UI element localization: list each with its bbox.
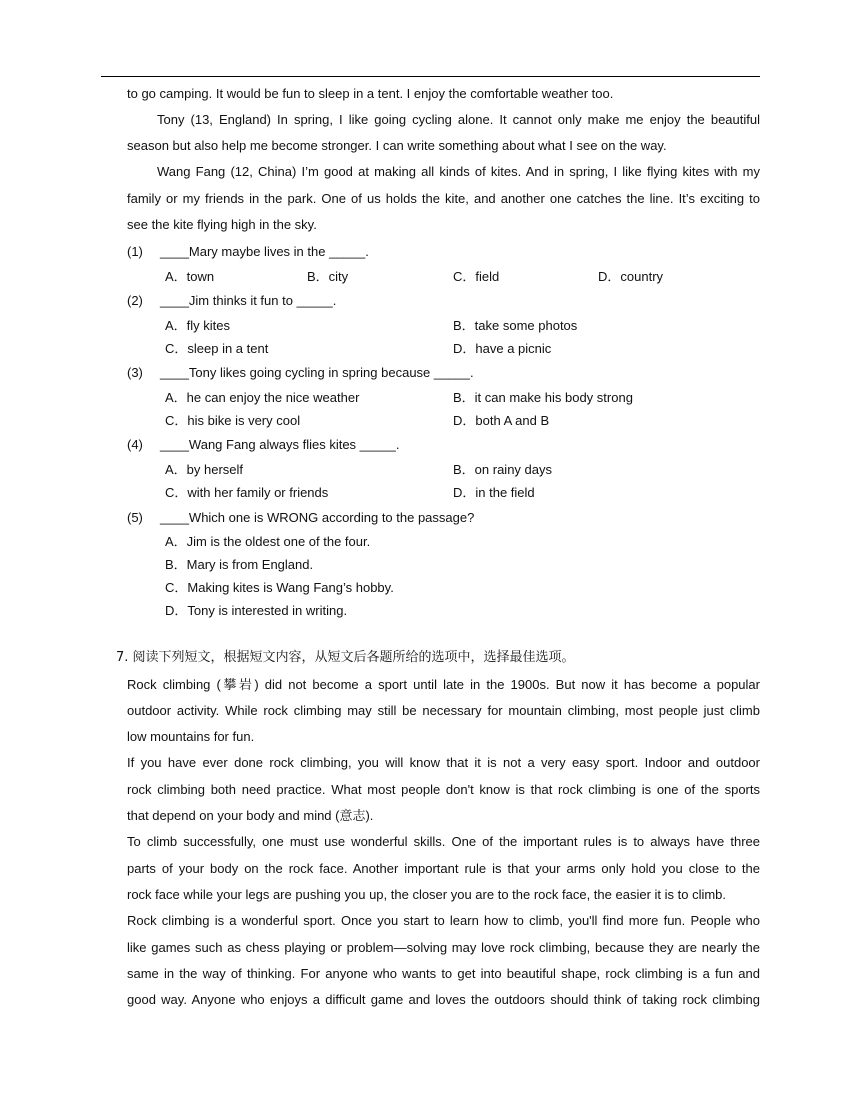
passage-line: that depend on your body and mind (意志). bbox=[127, 808, 374, 823]
passage-line: rock climbing both need practice. What most people don't know is that rock climbing is one of the sports bbox=[127, 782, 760, 797]
option-d: D．in the field bbox=[453, 485, 535, 500]
passage-line: low mountains for fun. bbox=[127, 729, 255, 744]
question-text: ____Jim thinks it fun to _____. bbox=[160, 293, 337, 308]
option-d: D．both A and B bbox=[453, 413, 550, 428]
passage-line: good way. Anyone who enjoys a difficult game and loves the outdoors should think of taking rock climbing bbox=[127, 992, 760, 1007]
passage-line: rock face while your legs are pushing you up, the closer you are to the rock face, the easier it is to climb. bbox=[127, 887, 727, 902]
question-text: ____Tony likes going cycling in spring because _____. bbox=[160, 365, 474, 380]
question-number: (4) bbox=[127, 437, 143, 452]
option-a: A．he can enjoy the nice weather bbox=[165, 390, 360, 405]
passage-line: like games such as chess playing or problem—solving may love rock climbing, because they are nearly the bbox=[127, 940, 760, 955]
option-c: C．with her family or friends bbox=[165, 485, 329, 500]
option-d: D．country bbox=[598, 269, 664, 284]
option-d: D．Tony is interested in writing. bbox=[165, 603, 348, 618]
question-text: ____Which one is WRONG according to the passage? bbox=[160, 510, 475, 525]
option-b: B．it can make his body strong bbox=[453, 390, 633, 405]
passage-line: Tony (13, England) In spring, I like going cycling alone. It cannot only make me enjoy the beautiful bbox=[157, 112, 760, 127]
passage-line: season but also help me become stronger. I can write something about what I see on the way. bbox=[127, 138, 667, 153]
option-a: A．by herself bbox=[165, 462, 244, 477]
passage-line: If you have ever done rock climbing, you will know that it is not a very easy sport. Indoor and outdoor bbox=[127, 755, 760, 770]
header-rule bbox=[101, 76, 760, 77]
option-b: B．on rainy days bbox=[453, 462, 552, 477]
question-number: (5) bbox=[127, 510, 143, 525]
passage-line: parts of your body on the rock face. Another important rule is that your arms only hold you close to the bbox=[127, 861, 760, 876]
option-c: C．field bbox=[453, 269, 500, 284]
question-text: ____Mary maybe lives in the _____. bbox=[160, 244, 369, 259]
question-number: (3) bbox=[127, 365, 143, 380]
option-c: C．his bike is very cool bbox=[165, 413, 301, 428]
option-b: B．take some photos bbox=[453, 318, 578, 333]
passage-line: Wang Fang (12, China) I’m good at making all kinds of kites. And in spring, I like flying kites with my bbox=[157, 164, 760, 179]
option-c: C．Making kites is Wang Fang’s hobby. bbox=[165, 580, 394, 595]
question-text: ____Wang Fang always flies kites _____. bbox=[160, 437, 400, 452]
question-number: (1) bbox=[127, 244, 143, 259]
passage-line: family or my friends in the park. One of us holds the kite, and another one catches the line. It’s exciting to bbox=[127, 191, 760, 206]
passage-line: see the kite flying high in the sky. bbox=[127, 217, 317, 232]
option-a: A．fly kites bbox=[165, 318, 231, 333]
option-c: C．sleep in a tent bbox=[165, 341, 269, 356]
passage-line: same in the way of thinking. For anyone who wants to get into beautiful shape, rock climbing is a fun and bbox=[127, 966, 760, 981]
section-7-title: 7. 阅读下列短文，根据短文内容，从短文后各题所给的选项中，选择最佳选项。 bbox=[116, 650, 575, 665]
passage-line: outdoor activity. While rock climbing may still be necessary for mountain climbing, most people just climb bbox=[127, 703, 760, 718]
passage-line: To climb successfully, one must use wonderful skills. One of the important rules is to always have three bbox=[127, 834, 760, 849]
passage-line: to go camping. It would be fun to sleep in a tent. I enjoy the comfortable weather too. bbox=[127, 86, 614, 101]
question-number: (2) bbox=[127, 293, 143, 308]
option-a: A．town bbox=[165, 269, 215, 284]
option-a: A．Jim is the oldest one of the four. bbox=[165, 534, 371, 549]
option-b: B．Mary is from England. bbox=[165, 557, 314, 572]
option-d: D．have a picnic bbox=[453, 341, 552, 356]
passage-line: Rock climbing (攀岩) did not become a sport until late in the 1900s. But now it has become a popular bbox=[127, 677, 760, 692]
option-b: B．city bbox=[307, 269, 349, 284]
passage-line: Rock climbing is a wonderful sport. Once you start to learn how to climb, you'll find more fun. People who bbox=[127, 913, 760, 928]
